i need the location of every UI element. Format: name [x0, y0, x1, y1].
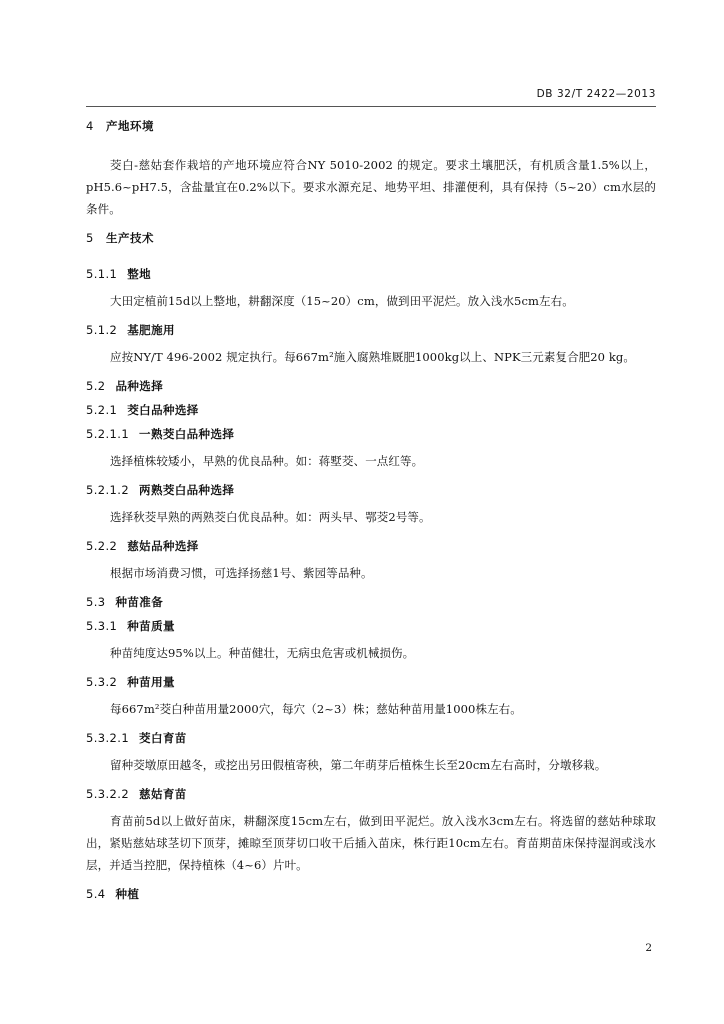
section-title: 茭白育苗	[139, 731, 187, 745]
section-title: 种苗质量	[127, 619, 175, 633]
section-title: 两熟茭白品种选择	[139, 483, 235, 497]
body-paragraph: 根据市场消费习惯，可选择扬慈1号、紫园等品种。	[110, 566, 373, 580]
body-paragraph: 选择秋茭早熟的两熟茭白优良品种。如：两头早、鄂茭2号等。	[110, 510, 431, 524]
section-heading	[86, 230, 656, 246]
header-rule	[86, 106, 656, 107]
section-title: 种植	[115, 887, 140, 901]
section-number: 5.3.2.1	[86, 731, 130, 745]
section-heading	[86, 674, 656, 690]
section-number: 5.1.1	[86, 267, 118, 281]
section-number: 5.1.2	[86, 323, 118, 337]
section-number: 5	[86, 231, 94, 245]
section-title: 一熟茭白品种选择	[139, 427, 235, 441]
section-heading	[86, 618, 656, 634]
section-title: 种苗准备	[115, 595, 164, 609]
section-heading	[86, 786, 656, 802]
section-heading	[86, 402, 656, 418]
section-heading	[86, 482, 656, 498]
section-title: 慈姑育苗	[139, 787, 187, 801]
section-heading	[86, 594, 656, 610]
section-number: 5.3.2	[86, 675, 118, 689]
section-title: 生产技术	[106, 231, 154, 245]
body-paragraph: 每667m²茭白种苗用量2000穴，每穴（2~3）株；慈姑种苗用量1000株左右。	[110, 702, 522, 716]
section-title: 慈姑品种选择	[127, 539, 199, 553]
section-title: 茭白品种选择	[127, 403, 199, 417]
section-heading	[86, 378, 656, 394]
section-title: 整地	[127, 267, 152, 281]
body-paragraph: 应按NY/T 496-2002 规定执行。每667m²施入腐熟堆厩肥1000kg以上、NPK三元素复合肥20 kg。	[110, 350, 635, 364]
section-heading	[86, 266, 656, 282]
section-heading	[86, 322, 656, 338]
section-number: 5.3.2.2	[86, 787, 130, 801]
section-number: 4	[86, 119, 94, 133]
section-number: 5.2.1.2	[86, 483, 130, 497]
page-number: 2	[645, 942, 652, 954]
section-title: 基肥施用	[127, 323, 175, 337]
section-heading	[86, 426, 656, 442]
section-heading	[86, 886, 656, 902]
body-paragraph: 大田定植前15d以上整地，耕翻深度（15~20）cm，做到田平泥烂。放入浅水5cm左右。	[110, 294, 574, 308]
standard-number: DB 32/T 2422—2013	[536, 88, 656, 100]
section-title: 品种选择	[115, 379, 164, 393]
body-paragraph: 种苗纯度达95%以上。种苗健壮，无病虫危害或机械损伤。	[110, 646, 415, 660]
section-title: 种苗用量	[127, 675, 175, 689]
section-number: 5.3.1	[86, 619, 118, 633]
section-heading	[86, 118, 656, 134]
section-number: 5.2.1.1	[86, 427, 130, 441]
section-number: 5.3	[86, 595, 106, 609]
section-heading	[86, 730, 656, 746]
section-heading	[86, 538, 656, 554]
body-paragraph: 留种茭墩原田越冬，或挖出另田假植寄秧，第二年萌芽后植株生长至20cm左右高时，分墩移栽。	[110, 758, 607, 772]
section-number: 5.2.1	[86, 403, 118, 417]
section-number: 5.4	[86, 887, 106, 901]
section-number: 5.2.2	[86, 539, 118, 553]
section-title: 产地环境	[106, 119, 154, 133]
section-number: 5.2	[86, 379, 106, 393]
document-body	[86, 118, 656, 910]
body-paragraph: 茭白-慈姑套作栽培的产地环境应符合NY 5010-2002 的规定。要求土壤肥沃，有机质含量1.5%以上，pH5.6~pH7.5，含盐量宜在0.2%以下。要求水源充足、地势平坦、排灌便利，具有保持（5~20）cm水层的条件。	[86, 158, 656, 216]
body-paragraph: 育苗前5d以上做好苗床，耕翻深度15cm左右，做到田平泥烂。放入浅水3cm左右。将选留的慈姑种球取出，紧贴慈姑球茎切下顶芽，摊晾至顶芽切口收干后插入苗床，株行距10cm左右。育苗期苗床保持湿润或浅水层，并适当控肥，保持植株（4~6）片叶。	[86, 814, 656, 872]
body-paragraph: 选择植株较矮小，早熟的优良品种。如：蒋墅茭、一点红等。	[110, 454, 424, 468]
